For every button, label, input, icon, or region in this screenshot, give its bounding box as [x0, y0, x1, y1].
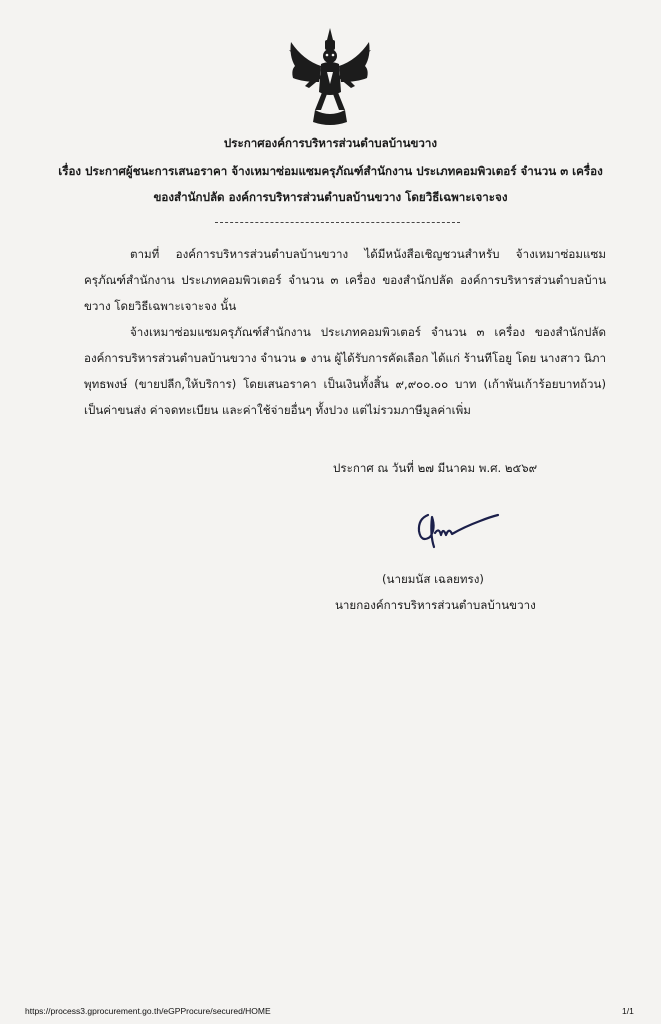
body-paragraph-1: ตามที่ องค์การบริหารส่วนตำบลบ้านขวาง ได้มีหนังสือเชิญชวนสำหรับ จ้างเหมาซ่อมแซมครุภัณฑ์สำนักงาน ประเภทคอมพิวเตอร์ จำนวน ๓ เครื่อง ของสำนักปลัด องค์การบริหารส่วนตำบลบ้านขวาง โดยวิธีเฉพาะเจาะจง นั้น: [84, 247, 606, 313]
page-number: 1/1: [622, 1006, 634, 1016]
announcement-subject-continued: ของสำนักปลัด องค์การบริหารส่วนตำบลบ้านขวาง โดยวิธีเฉพาะเจาะจง: [153, 190, 508, 204]
announcement-title: ประกาศองค์การบริหารส่วนตำบลบ้านขวาง: [223, 136, 438, 150]
announcement-date: ประกาศ ณ วันที่ ๒๗ มีนาคม พ.ศ. ๒๕๖๙: [333, 461, 538, 475]
body-paragraph-2: จ้างเหมาซ่อมแซมครุภัณฑ์สำนักงาน ประเภทคอมพิวเตอร์ จำนวน ๓ เครื่อง ของสำนักปลัด องค์การบริหารส่วนตำบลบ้านขวาง จำนวน ๑ งาน ผู้ได้รับการคัดเลือก ได้แก่ ร้านทีโอยู โดย นางสาว นิภา พุทธพงษ์ (ขายปลีก,ให้บริการ) โดยเสนอราคา เป็นเงินทั้งสิ้น ๙,๙๐๐.๐๐ บาท (เก้าพันเก้าร้อยบาทถ้วน) เป็นค่าขนส่ง ค่าจดทะเบียน และค่าใช้จ่ายอื่นๆ ทั้งปวง แต่ไม่รวมภาษีมูลค่าเพิ่ม: [84, 325, 606, 417]
signer-title: นายกองค์การบริหารส่วนตำบลบ้านขวาง: [335, 598, 536, 612]
garuda-emblem-icon: [285, 26, 375, 128]
title-divider: [215, 222, 460, 223]
handwritten-signature: [408, 505, 503, 555]
footer-url: https://process3.gprocurement.go.th/eGPProcure/secured/HOME: [25, 1006, 271, 1016]
announcement-subject: เรื่อง ประกาศผู้ชนะการเสนอราคา จ้างเหมาซ่อมแซมครุภัณฑ์สำนักงาน ประเภทคอมพิวเตอร์ จำนวน ๓ เครื่อง: [58, 164, 603, 178]
signer-name: (นายมนัส เฉลยทรง): [382, 572, 484, 586]
